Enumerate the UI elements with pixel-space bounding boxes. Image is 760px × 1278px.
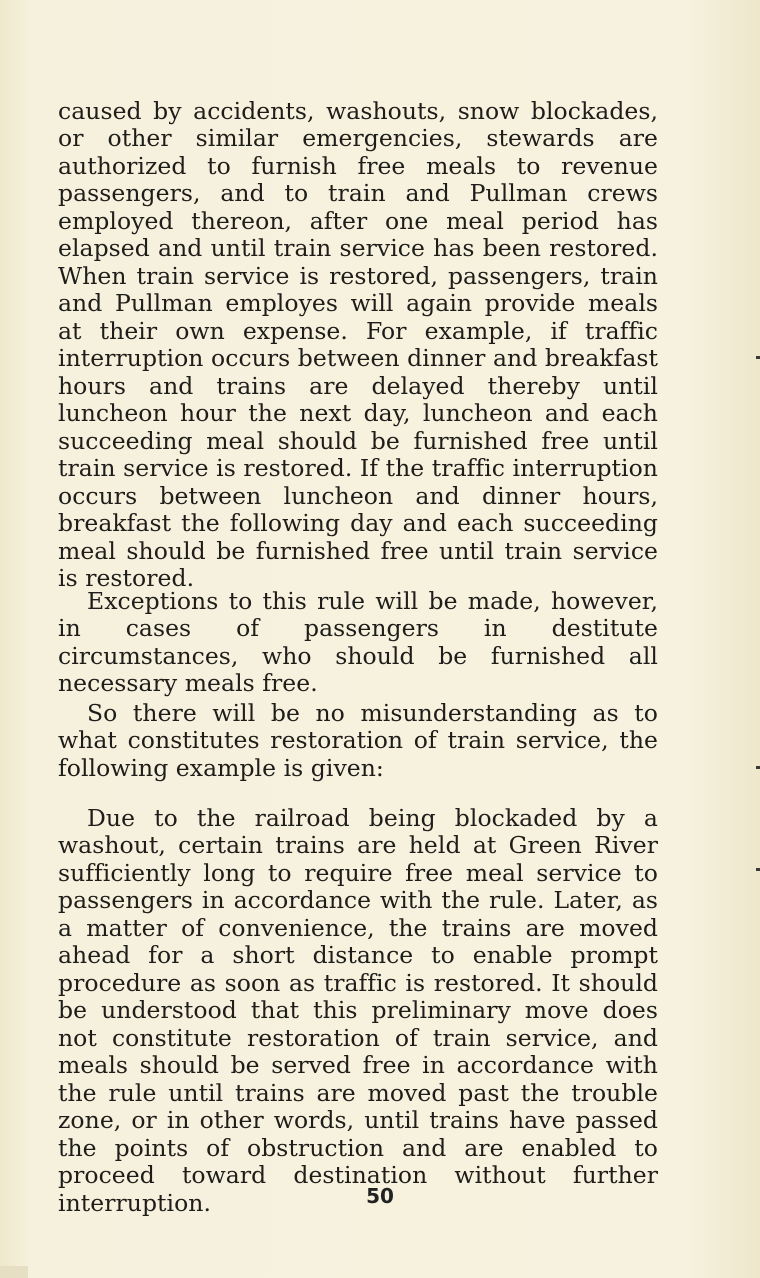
page-number: 50: [366, 1184, 394, 1208]
edge-mark: [756, 356, 760, 359]
paragraph-continued-rule: caused by accidents, washouts, snow blockades, or other similar emergencies, stewards are authorized to furnish free meals to revenue passengers, and to train and Pullman crews employed thereon, after one meal period has elapsed and until train service has been restored. When train service is restored, passengers, train and Pullman employes will again provide meals at their own expense. For example, if traffic interruption occurs between dinner and breakfast hours and trains are delayed thereby until luncheon hour the next day, luncheon and each succeeding meal should be furnished free until train service is restored. If the traffic interruption occurs between luncheon and dinner hours, breakfast the following day and each succeeding meal should be furnished free until train service is restored.: [58, 96, 658, 592]
paragraph-example: Due to the railroad being blockaded by a washout, certain trains are held at Green River sufficiently long to require free meal service to passengers in accordance with the rule. Later, as a matter of convenience, the trains are moved ahead for a short distance to enable prompt procedure as soon as traffic is restored. It should be understood that this preliminary move does not constitute restoration of train service, and meals should be served free in accordance with the rule until trains are moved past the trouble zone, or in other words, until trains have passed the points of obstruction and are enabled to proceed toward destination without further interruption.: [58, 803, 658, 1217]
edge-mark: [756, 766, 760, 769]
page-corner: [0, 1266, 28, 1278]
paragraph-exceptions: Exceptions to this rule will be made, however, in cases of passengers in destitute circumstances, who should be furnished all necessary meals free.: [58, 586, 658, 697]
paragraph-example-intro: So there will be no misunderstanding as to what constitutes restoration of train service, the following example is given:: [58, 698, 658, 782]
edge-mark: [756, 868, 760, 871]
